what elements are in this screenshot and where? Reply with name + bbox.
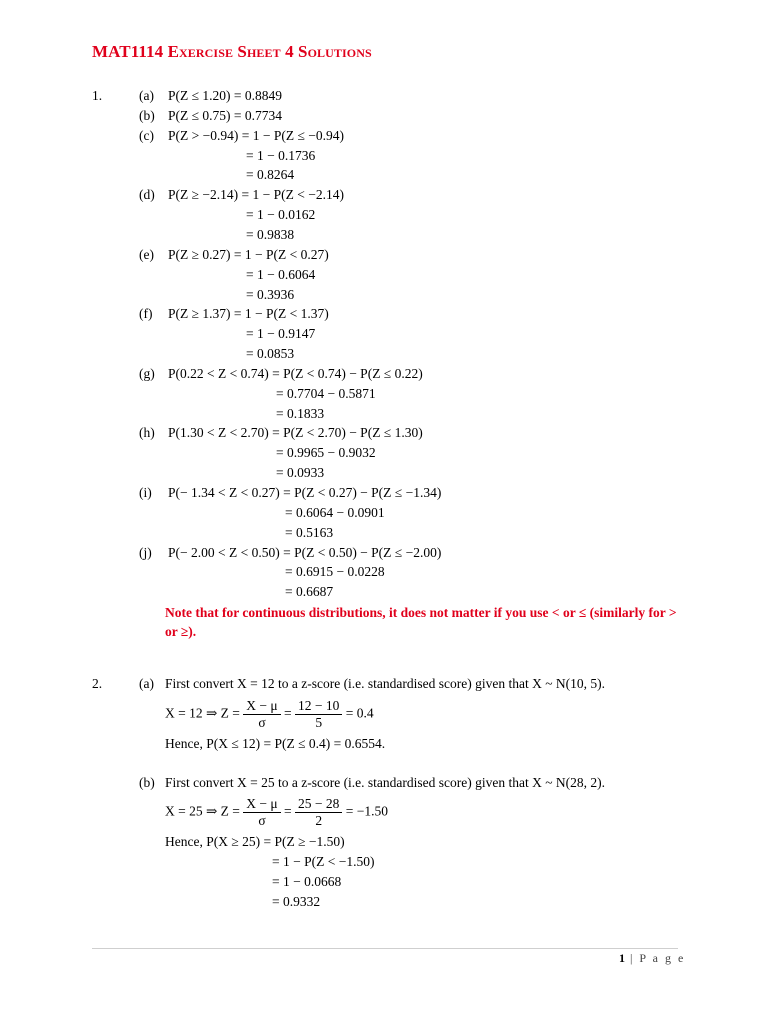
calculation-step: = 0.6687 [285,584,334,600]
title-rest: Exercise Sheet 4 Solutions [167,42,372,61]
q2a-standardisation [165,698,374,731]
calculation-step: = 1 − 0.1736 [246,147,316,163]
probability-expression: P(0.22 < Z < 0.74) = P(Z < 0.74) − P(Z ≤ 0.22) [168,365,423,381]
probability-expression: P(Z > −0.94) = 1 − P(Z ≤ −0.94) [168,127,344,143]
q2b-lhs: X = 25 ⇒ Z = [165,803,240,819]
calculation-step: = 1 − 0.9147 [246,326,316,342]
part-label: (h) [139,425,155,441]
part-label: (g) [139,365,155,381]
q2a-formula-fraction [243,698,280,731]
calculation-step: = 1 − 0.0162 [246,207,316,223]
calculation-step: = 1 − 0.6064 [246,266,316,282]
page-label: | P a g e [630,951,686,965]
q2b-value-numerator: 25 − 28 [295,796,342,813]
probability-expression: P(− 2.00 < Z < 0.50) = P(Z < 0.50) − P(Z ≤ −2.00) [168,544,442,560]
calculation-step: = 0.8264 [246,167,295,183]
calculation-step: = 0.1833 [276,405,325,421]
part-label: (i) [139,485,152,500]
part-label: (b) [139,107,155,123]
part-label: (c) [139,127,154,143]
q2b-step: = 1 − P(Z < −1.50) [272,854,375,869]
calculation-step: = 0.0853 [246,346,295,362]
calculation-step: = 0.0933 [276,465,325,481]
q2a-formula-denominator: σ [258,715,266,730]
title-course: MAT1114 [92,42,164,61]
page-title [92,42,372,62]
continuity-note: Note that for continuous distributions, it does not matter if you use < or ≤ (similarly for > or ≥). [165,605,677,639]
part-label: (f) [139,306,153,322]
q2b-value-fraction [295,796,342,829]
q2b-result: = −1.50 [345,803,389,819]
q2a-formula-numerator: X − μ [243,698,280,715]
q2a-value-fraction [295,698,342,731]
page-number: 1 [619,951,625,965]
q2b-label: (b) [139,775,155,790]
q2b-formula-fraction [243,796,280,829]
q2b-formula-denominator: σ [258,813,266,828]
probability-expression: P(Z ≥ 1.37) = 1 − P(Z < 1.37) [168,306,329,322]
q2b-step: = 0.9332 [272,894,321,909]
part-label: (d) [139,187,155,203]
q2b-step: = 1 − 0.0668 [272,874,342,889]
probability-expression: P(Z ≤ 1.20) = 0.8849 [168,88,283,103]
footer-divider [92,948,678,949]
calculation-step: = 0.9838 [246,226,295,242]
question-2-number: 2. [92,676,103,691]
question-1-number: 1. [92,88,103,103]
part-label: (e) [139,246,154,262]
calculation-step: = 0.5163 [285,524,334,540]
q2a-value-denominator: 5 [315,715,323,730]
calculation-step: = 0.6064 − 0.0901 [285,504,385,520]
probability-expression: P(Z ≥ 0.27) = 1 − P(Z < 0.27) [168,246,329,262]
calculation-step: = 0.3936 [246,286,295,302]
calculation-step: = 0.6915 − 0.0228 [285,564,385,580]
calculation-step: = 0.7704 − 0.5871 [276,385,376,401]
q2a-lhs: X = 12 ⇒ Z = [165,705,240,721]
q2a-label: (a) [139,676,154,691]
probability-expression: P(Z ≤ 0.75) = 0.7734 [168,107,283,123]
q2b-standardisation [165,796,388,829]
q2a-result: = 0.4 [345,705,374,721]
q2b-hence: Hence, P(X ≥ 25) = P(Z ≥ −1.50) [165,834,345,849]
q2a-intro: First convert X = 12 to a z-score (i.e. standardised score) given that X ~ N(10, 5). [165,676,606,691]
q2a-equals: = [284,705,292,721]
q2b-intro: First convert X = 25 to a z-score (i.e. standardised score) given that X ~ N(28, 2). [165,775,606,790]
q2a-value-numerator: 12 − 10 [295,698,342,715]
part-label: (a) [139,88,154,103]
page-footer [619,951,685,966]
q2b-formula-numerator: X − μ [243,796,280,813]
q2a-hence: Hence, P(X ≤ 12) = P(Z ≤ 0.4) = 0.6554. [165,736,386,751]
probability-expression: P(1.30 < Z < 2.70) = P(Z < 2.70) − P(Z ≤ 1.30) [168,425,423,441]
q2b-value-denominator: 2 [315,813,323,828]
probability-expression: P(Z ≥ −2.14) = 1 − P(Z < −2.14) [168,187,344,203]
part-label: (j) [139,544,152,560]
q2b-equals: = [284,803,292,819]
calculation-step: = 0.9965 − 0.9032 [276,445,376,461]
probability-expression: P(− 1.34 < Z < 0.27) = P(Z < 0.27) − P(Z ≤ −1.34) [168,485,442,500]
